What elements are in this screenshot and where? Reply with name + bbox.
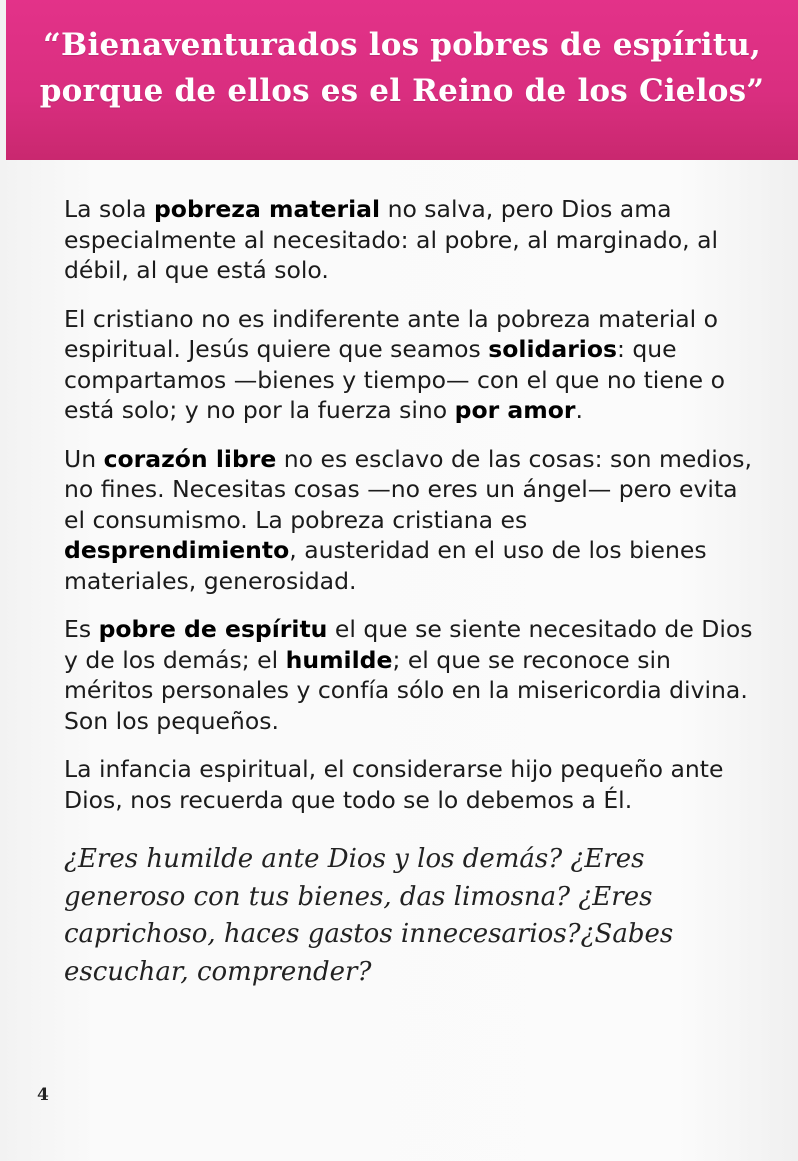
- paragraph-5: [64, 754, 754, 815]
- title-line-1: “Bienaventurados los pobres de espíritu,: [43, 27, 761, 63]
- reflection-questions: ¿Eres humilde ante Dios y los demás? ¿Eres generoso con tus bienes, das limosna? ¿Eres caprichoso, haces gastos innecesarios?¿Sabes escuchar, comprender?: [64, 844, 674, 987]
- text-segment: La infancia espiritual, el considerarse hijo pequeño ante Dios, nos recuerda que todo se lo debemos a Él.: [64, 755, 724, 814]
- text-segment: el que se siente necesitado de Dios y de los demás; el: [64, 615, 753, 674]
- text-segment: , austeridad en el uso de los bienes materiales, generosidad.: [64, 536, 707, 595]
- text-segment: : que compartamos —bienes y tiempo— con el que no tiene o está solo; y no por la fuerza sino: [64, 335, 725, 424]
- text-segment: Es: [64, 615, 99, 643]
- paragraph-3: [64, 444, 754, 597]
- paragraph-4: [64, 614, 754, 736]
- text-segment: La sola: [64, 195, 154, 223]
- bold-segment: pobreza material: [153, 195, 381, 223]
- text-segment: ; el que se reconoce sin méritos personales y confía sólo en la misericordia divina. Son los pequeños.: [64, 645, 748, 735]
- page-number: 4: [37, 1085, 49, 1105]
- text-segment: El cristiano no es indiferente ante la pobreza material o espiritual. Jesús quiere que seamos: [64, 304, 719, 363]
- bold-segment: corazón libre: [103, 444, 277, 473]
- text-segment: no es esclavo de las cosas: son medios, no fines. Necesitas cosas —no eres un ángel— pero evita el consumismo. La pobreza cristiana es: [64, 444, 752, 534]
- text-segment: Un: [64, 444, 104, 473]
- text-segment: no salva, pero Dios ama especialmente al necesitado: al pobre, al marginado, al débil, al que está solo.: [64, 195, 719, 284]
- paragraph-2: [64, 304, 754, 426]
- bold-segment: humilde: [285, 645, 393, 674]
- bold-segment: solidarios: [488, 335, 617, 363]
- bold-segment: por amor: [454, 396, 576, 424]
- title-banner: [6, 0, 798, 160]
- bold-segment: desprendimiento: [64, 536, 290, 564]
- paragraph-1: [64, 194, 754, 286]
- text-segment: .: [575, 396, 583, 424]
- body-text: [64, 194, 754, 991]
- bold-segment: pobre de espíritu: [98, 615, 328, 643]
- title-line-2: porque de ellos es el Reino de los Cielos”: [39, 73, 765, 109]
